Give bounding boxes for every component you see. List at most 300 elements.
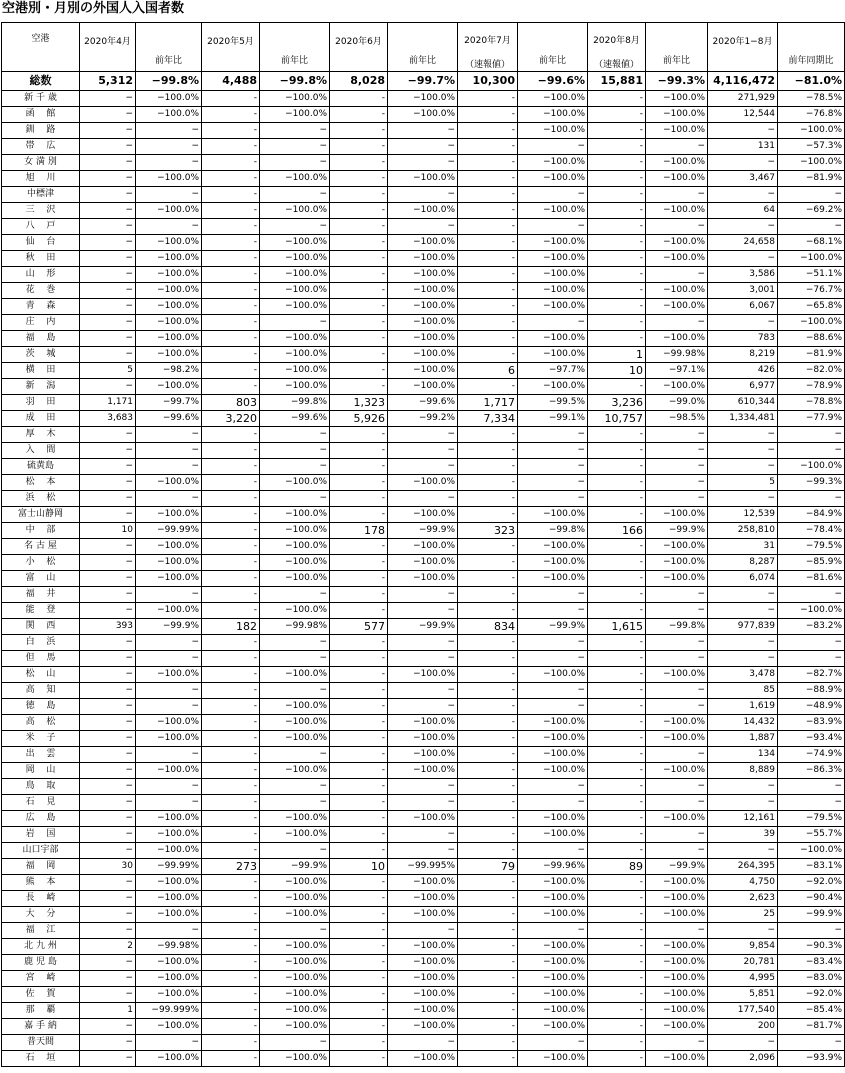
- table-row: [2, 587, 845, 603]
- table-cell: −99.9%: [518, 619, 588, 635]
- total-cell: −99.8%: [136, 72, 202, 91]
- table-cell: -: [588, 299, 646, 315]
- table-row: [2, 331, 845, 347]
- table-cell: −100.0%: [646, 91, 708, 107]
- table-cell: -: [588, 779, 646, 795]
- table-cell: −83.9%: [778, 715, 845, 731]
- table-cell: −: [708, 123, 778, 139]
- table-cell: 977,839: [708, 619, 778, 635]
- table-cell: -: [330, 315, 388, 331]
- table-cell: -: [330, 219, 388, 235]
- table-cell: −: [778, 651, 845, 667]
- table-cell: −: [80, 795, 136, 811]
- table-cell: -: [588, 283, 646, 299]
- table-cell: −99.9%: [388, 619, 458, 635]
- table-cell: −99.9%: [260, 859, 330, 875]
- airport-name: 福 井: [2, 587, 80, 603]
- table-cell: -: [202, 459, 260, 475]
- table-cell: −100.0%: [260, 555, 330, 571]
- table-cell: −: [646, 267, 708, 283]
- table-cell: -: [330, 827, 388, 843]
- table-cell: -: [202, 443, 260, 459]
- table-cell: −100.0%: [388, 1003, 458, 1019]
- table-cell: -: [330, 379, 388, 395]
- table-cell: −: [708, 651, 778, 667]
- table-cell: −100.0%: [260, 1051, 330, 1067]
- table-cell: −: [518, 187, 588, 203]
- table-cell: −: [708, 155, 778, 171]
- table-cell: −: [80, 203, 136, 219]
- table-cell: −: [778, 795, 845, 811]
- table-cell: −100.0%: [260, 379, 330, 395]
- header-apr: 2020年4月: [80, 23, 136, 72]
- table-cell: -: [588, 475, 646, 491]
- airport-name: 石 見: [2, 795, 80, 811]
- table-cell: −: [80, 507, 136, 523]
- table-cell: −100.0%: [260, 299, 330, 315]
- table-cell: -: [458, 907, 518, 923]
- table-cell: −99.9%: [646, 859, 708, 875]
- table-cell: −100.0%: [646, 891, 708, 907]
- table-cell: −100.0%: [518, 827, 588, 843]
- table-cell: −100.0%: [260, 731, 330, 747]
- table-cell: −: [778, 219, 845, 235]
- table-cell: -: [202, 971, 260, 987]
- table-cell: −: [260, 187, 330, 203]
- airport-name: 富士山静岡: [2, 507, 80, 523]
- table-cell: −100.0%: [388, 747, 458, 763]
- table-cell: −: [80, 747, 136, 763]
- table-cell: −: [80, 299, 136, 315]
- table-cell: −76.8%: [778, 107, 845, 123]
- table-cell: -: [588, 891, 646, 907]
- airport-name: 仙 台: [2, 235, 80, 251]
- airport-name: 岡 山: [2, 763, 80, 779]
- table-cell: −: [646, 315, 708, 331]
- table-row: [2, 267, 845, 283]
- table-cell: −97.7%: [518, 363, 588, 379]
- table-cell: −100.0%: [260, 987, 330, 1003]
- table-cell: -: [458, 283, 518, 299]
- table-cell: -: [330, 955, 388, 971]
- table-cell: −: [260, 635, 330, 651]
- table-cell: −: [260, 219, 330, 235]
- airport-name: 名 古 屋: [2, 539, 80, 555]
- airport-name: 松 山: [2, 667, 80, 683]
- table-cell: −100.0%: [388, 203, 458, 219]
- table-cell: −100.0%: [518, 91, 588, 107]
- table-cell: −100.0%: [518, 571, 588, 587]
- table-cell: −100.0%: [646, 667, 708, 683]
- table-row: [2, 891, 845, 907]
- table-cell: -: [330, 1035, 388, 1051]
- table-cell: −: [708, 251, 778, 267]
- table-cell: −: [80, 251, 136, 267]
- table-cell: −: [388, 139, 458, 155]
- table-cell: -: [458, 331, 518, 347]
- table-cell: 1: [80, 1003, 136, 1019]
- table-cell: −: [80, 155, 136, 171]
- table-cell: -: [458, 315, 518, 331]
- table-cell: −98.5%: [646, 411, 708, 427]
- table-cell: 20,781: [708, 955, 778, 971]
- table-cell: -: [202, 1003, 260, 1019]
- table-cell: −: [136, 683, 202, 699]
- table-cell: −85.9%: [778, 555, 845, 571]
- table-cell: −: [646, 651, 708, 667]
- airport-name: 中標津: [2, 187, 80, 203]
- table-cell: 426: [708, 363, 778, 379]
- table-row: [2, 491, 845, 507]
- table-cell: −100.0%: [518, 1019, 588, 1035]
- table-cell: −100.0%: [136, 331, 202, 347]
- table-row: [2, 203, 845, 219]
- table-cell: −100.0%: [136, 475, 202, 491]
- table-cell: -: [588, 155, 646, 171]
- table-cell: −: [708, 491, 778, 507]
- total-cell: 8,028: [330, 72, 388, 91]
- table-cell: −: [80, 107, 136, 123]
- table-cell: −100.0%: [260, 171, 330, 187]
- table-cell: −100.0%: [778, 843, 845, 859]
- table-row: [2, 155, 845, 171]
- table-cell: −100.0%: [518, 939, 588, 955]
- table-cell: −: [136, 1035, 202, 1051]
- table-cell: 3,586: [708, 267, 778, 283]
- table-cell: -: [330, 795, 388, 811]
- table-cell: -: [588, 603, 646, 619]
- header-row: [2, 23, 845, 72]
- table-row: [2, 395, 845, 411]
- table-cell: −78.8%: [778, 395, 845, 411]
- table-cell: −: [388, 923, 458, 939]
- table-cell: -: [202, 491, 260, 507]
- table-cell: −100.0%: [260, 827, 330, 843]
- table-row: [2, 907, 845, 923]
- table-cell: −: [80, 187, 136, 203]
- table-cell: −: [260, 443, 330, 459]
- table-cell: −: [80, 571, 136, 587]
- table-cell: −: [80, 779, 136, 795]
- table-row: [2, 507, 845, 523]
- table-cell: −: [80, 459, 136, 475]
- table-row: [2, 731, 845, 747]
- table-cell: -: [202, 571, 260, 587]
- table-cell: -: [588, 379, 646, 395]
- table-cell: −100.0%: [646, 539, 708, 555]
- table-cell: -: [330, 891, 388, 907]
- header-aug-month: 2020年8月: [593, 36, 640, 46]
- table-cell: −: [518, 443, 588, 459]
- table-cell: -: [588, 1035, 646, 1051]
- table-cell: −: [80, 907, 136, 923]
- table-cell: -: [202, 955, 260, 971]
- airport-name: 旭 川: [2, 171, 80, 187]
- table-cell: −: [260, 315, 330, 331]
- table-cell: −92.0%: [778, 987, 845, 1003]
- table-cell: −100.0%: [136, 555, 202, 571]
- table-cell: -: [330, 459, 388, 475]
- table-row: [2, 955, 845, 971]
- table-cell: −100.0%: [136, 171, 202, 187]
- header-aug-note: （速報値）: [593, 60, 639, 70]
- table-cell: −: [708, 443, 778, 459]
- table-cell: −100.0%: [260, 283, 330, 299]
- table-cell: 79: [458, 859, 518, 875]
- table-cell: −99.9%: [646, 523, 708, 539]
- table-cell: −100.0%: [388, 235, 458, 251]
- table-cell: −100.0%: [518, 715, 588, 731]
- table-cell: 271,929: [708, 91, 778, 107]
- table-cell: −57.3%: [778, 139, 845, 155]
- table-cell: −100.0%: [136, 283, 202, 299]
- airport-name: 米 子: [2, 731, 80, 747]
- table-cell: −99.7%: [136, 395, 202, 411]
- table-cell: −100.0%: [778, 603, 845, 619]
- table-cell: −100.0%: [646, 955, 708, 971]
- airport-name: 厚 木: [2, 427, 80, 443]
- table-cell: −: [260, 651, 330, 667]
- table-cell: −: [260, 747, 330, 763]
- table-row: [2, 683, 845, 699]
- table-cell: −: [708, 779, 778, 795]
- airport-name: 高 知: [2, 683, 80, 699]
- table-cell: −100.0%: [646, 907, 708, 923]
- table-cell: -: [458, 91, 518, 107]
- table-cell: −: [778, 635, 845, 651]
- table-cell: -: [588, 683, 646, 699]
- airport-name: 熊 本: [2, 875, 80, 891]
- airport-name: 那 覇: [2, 1003, 80, 1019]
- table-cell: -: [458, 731, 518, 747]
- table-cell: -: [458, 571, 518, 587]
- table-cell: −51.1%: [778, 267, 845, 283]
- table-cell: -: [202, 187, 260, 203]
- table-cell: -: [202, 843, 260, 859]
- table-cell: −100.0%: [388, 971, 458, 987]
- table-cell: −: [388, 603, 458, 619]
- table-cell: -: [458, 491, 518, 507]
- table-cell: −: [778, 427, 845, 443]
- page-title: 空港別・月別の外国人入国者数: [2, 1, 185, 16]
- table-cell: 5,851: [708, 987, 778, 1003]
- table-cell: -: [202, 1051, 260, 1067]
- table-cell: −: [80, 811, 136, 827]
- table-cell: −: [646, 699, 708, 715]
- table-cell: −: [80, 315, 136, 331]
- table-cell: -: [202, 555, 260, 571]
- table-cell: -: [458, 715, 518, 731]
- table-row: [2, 795, 845, 811]
- table-cell: −100.0%: [518, 811, 588, 827]
- table-cell: -: [330, 539, 388, 555]
- table-cell: −: [80, 1019, 136, 1035]
- table-cell: 393: [80, 619, 136, 635]
- table-row: [2, 219, 845, 235]
- table-cell: −100.0%: [136, 843, 202, 859]
- table-cell: −100.0%: [646, 987, 708, 1003]
- table-cell: 1,323: [330, 395, 388, 411]
- table-cell: 2,096: [708, 1051, 778, 1067]
- table-cell: -: [588, 251, 646, 267]
- table-cell: -: [330, 875, 388, 891]
- table-cell: −100.0%: [260, 507, 330, 523]
- table-cell: −100.0%: [136, 987, 202, 1003]
- table-cell: −: [80, 123, 136, 139]
- table-row: [2, 315, 845, 331]
- table-cell: 1,615: [588, 619, 646, 635]
- table-row: [2, 987, 845, 1003]
- table-cell: 834: [458, 619, 518, 635]
- table-cell: −: [708, 1035, 778, 1051]
- table-cell: −: [778, 1035, 845, 1051]
- table-row: [2, 459, 845, 475]
- table-cell: -: [202, 267, 260, 283]
- table-cell: −: [80, 891, 136, 907]
- table-cell: −88.6%: [778, 331, 845, 347]
- table-cell: −: [80, 731, 136, 747]
- table-cell: −100.0%: [260, 603, 330, 619]
- header-aug: [588, 23, 646, 72]
- table-cell: 1,887: [708, 731, 778, 747]
- table-cell: -: [330, 363, 388, 379]
- table-cell: −83.1%: [778, 859, 845, 875]
- table-cell: −97.1%: [646, 363, 708, 379]
- table-cell: −: [136, 459, 202, 475]
- airport-name: 普天間: [2, 1035, 80, 1051]
- header-jul-note: （速報値）: [464, 60, 510, 70]
- table-cell: −: [80, 347, 136, 363]
- table-cell: -: [202, 283, 260, 299]
- table-cell: −100.0%: [136, 539, 202, 555]
- table-cell: -: [202, 923, 260, 939]
- table-cell: −: [80, 923, 136, 939]
- table-cell: 7,334: [458, 411, 518, 427]
- table-row: [2, 715, 845, 731]
- table-cell: −: [518, 491, 588, 507]
- table-cell: -: [202, 603, 260, 619]
- table-cell: -: [588, 555, 646, 571]
- airport-name: 函 館: [2, 107, 80, 123]
- table-cell: −76.7%: [778, 283, 845, 299]
- table-cell: −100.0%: [518, 235, 588, 251]
- table-cell: −100.0%: [518, 907, 588, 923]
- table-cell: −88.9%: [778, 683, 845, 699]
- table-cell: -: [458, 219, 518, 235]
- table-cell: −: [260, 1035, 330, 1051]
- airport-name: 能 登: [2, 603, 80, 619]
- airport-name: 青 森: [2, 299, 80, 315]
- table-cell: -: [588, 267, 646, 283]
- total-cell: −99.6%: [518, 72, 588, 91]
- table-cell: 12,544: [708, 107, 778, 123]
- table-cell: −100.0%: [518, 299, 588, 315]
- table-cell: -: [458, 187, 518, 203]
- table-cell: −78.9%: [778, 379, 845, 395]
- table-cell: −100.0%: [518, 347, 588, 363]
- table-cell: −100.0%: [260, 523, 330, 539]
- table-cell: −100.0%: [646, 379, 708, 395]
- table-cell: -: [588, 539, 646, 555]
- table-cell: −: [646, 427, 708, 443]
- table-cell: -: [588, 1003, 646, 1019]
- table-cell: -: [202, 875, 260, 891]
- table-cell: -: [588, 571, 646, 587]
- table-cell: −100.0%: [136, 667, 202, 683]
- table-cell: −100.0%: [646, 875, 708, 891]
- airport-name: 鳥 取: [2, 779, 80, 795]
- table-row: [2, 1035, 845, 1051]
- table-cell: −: [646, 139, 708, 155]
- table-cell: −: [778, 923, 845, 939]
- table-cell: -: [330, 667, 388, 683]
- table-cell: 39: [708, 827, 778, 843]
- table-cell: -: [458, 1035, 518, 1051]
- table-cell: -: [330, 1003, 388, 1019]
- table-row: [2, 235, 845, 251]
- table-cell: −100.0%: [260, 107, 330, 123]
- table-cell: −100.0%: [260, 347, 330, 363]
- table-cell: 10,757: [588, 411, 646, 427]
- table-cell: −100.0%: [260, 571, 330, 587]
- table-cell: −: [778, 587, 845, 603]
- table-cell: 803: [202, 395, 260, 411]
- table-cell: 1,717: [458, 395, 518, 411]
- table-cell: −: [80, 475, 136, 491]
- table-cell: −100.0%: [646, 171, 708, 187]
- table-cell: -: [330, 779, 388, 795]
- table-cell: −100.0%: [388, 987, 458, 1003]
- table-cell: -: [458, 459, 518, 475]
- table-cell: −100.0%: [260, 955, 330, 971]
- table-cell: −: [80, 587, 136, 603]
- table-cell: -: [458, 1003, 518, 1019]
- table-cell: -: [202, 651, 260, 667]
- table-cell: −100.0%: [136, 1019, 202, 1035]
- table-cell: −100.0%: [518, 331, 588, 347]
- table-cell: −100.0%: [518, 123, 588, 139]
- table-cell: −100.0%: [646, 1019, 708, 1035]
- table-cell: −: [80, 699, 136, 715]
- table-cell: −100.0%: [778, 459, 845, 475]
- table-cell: −100.0%: [646, 1003, 708, 1019]
- table-cell: −100.0%: [388, 763, 458, 779]
- table-cell: -: [330, 267, 388, 283]
- table-cell: −100.0%: [136, 907, 202, 923]
- table-cell: −: [388, 219, 458, 235]
- table-cell: −: [136, 219, 202, 235]
- table-cell: 12,161: [708, 811, 778, 827]
- airport-name: 関 西: [2, 619, 80, 635]
- table-cell: -: [458, 1019, 518, 1035]
- table-cell: 85: [708, 683, 778, 699]
- table-cell: -: [458, 763, 518, 779]
- table-cell: 131: [708, 139, 778, 155]
- table-cell: −100.0%: [778, 315, 845, 331]
- table-cell: −100.0%: [518, 107, 588, 123]
- table-cell: −: [136, 651, 202, 667]
- table-cell: 166: [588, 523, 646, 539]
- table-cell: 177,540: [708, 1003, 778, 1019]
- table-cell: 10: [588, 363, 646, 379]
- table-cell: −100.0%: [260, 699, 330, 715]
- table-cell: -: [588, 795, 646, 811]
- table-cell: -: [588, 955, 646, 971]
- table-cell: −: [518, 459, 588, 475]
- table-cell: −: [80, 427, 136, 443]
- table-cell: −: [80, 987, 136, 1003]
- table-cell: −100.0%: [518, 955, 588, 971]
